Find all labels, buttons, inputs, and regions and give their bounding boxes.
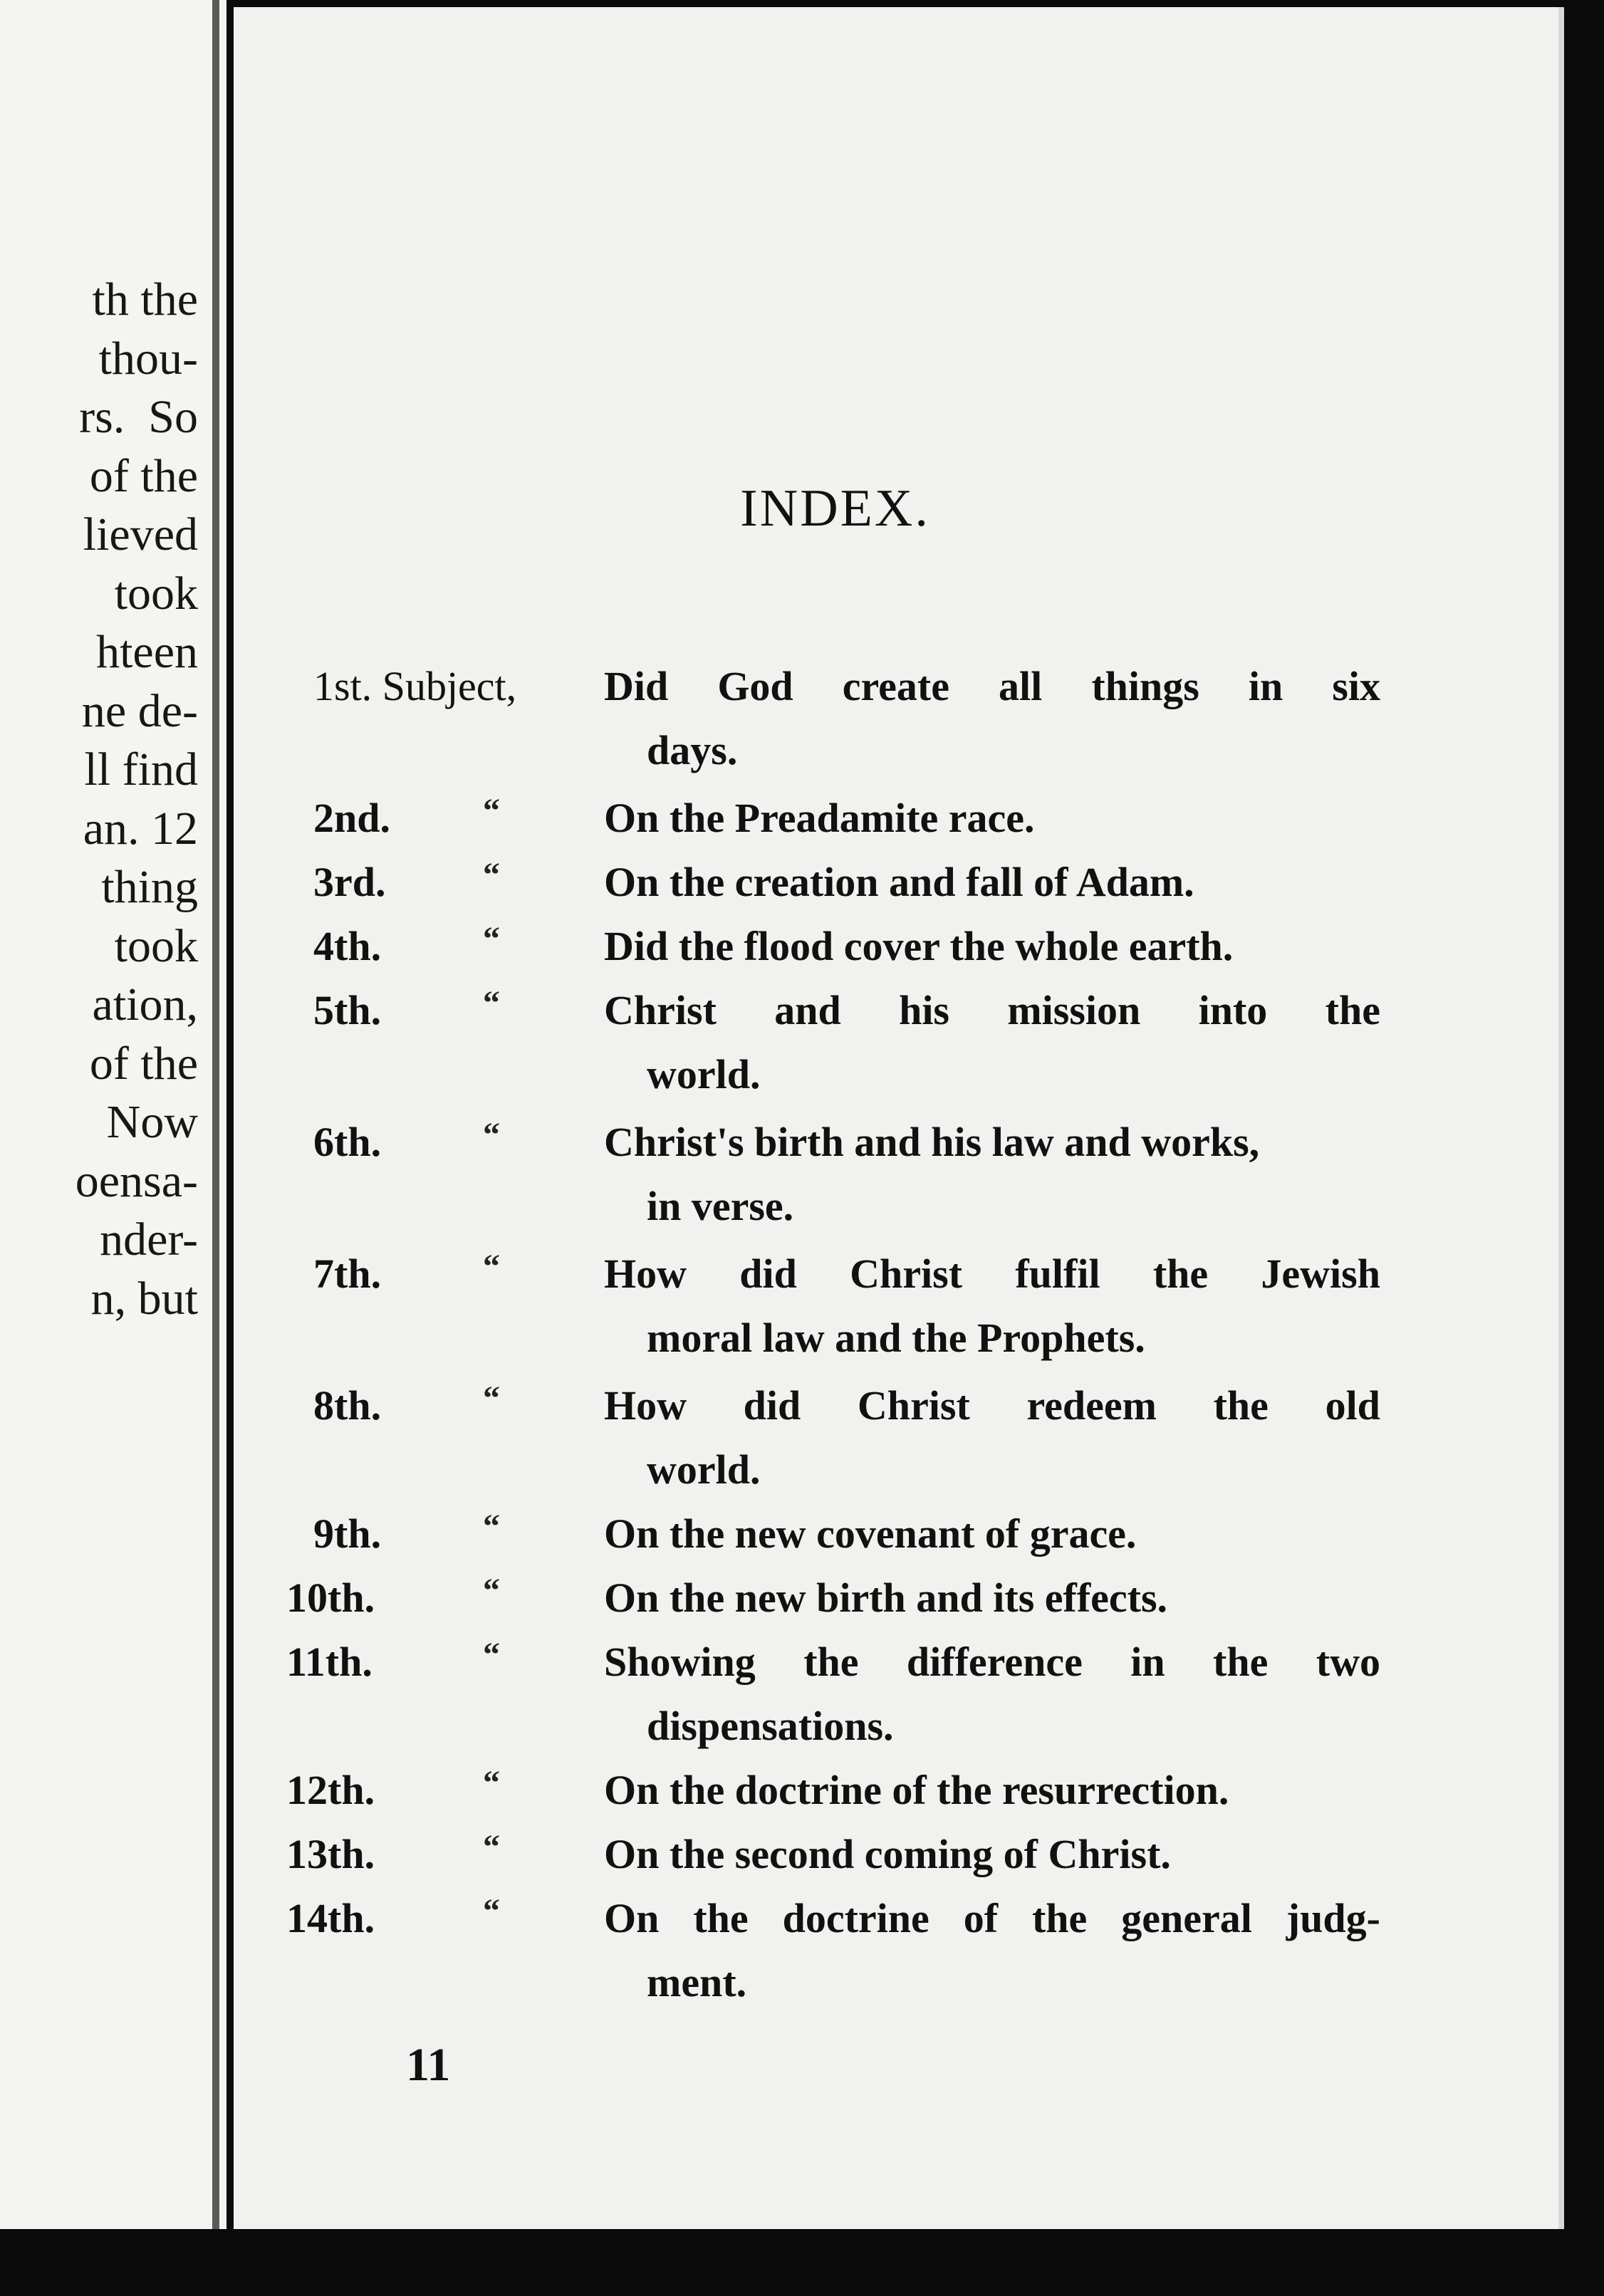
entry-number: 12th. bbox=[286, 1767, 375, 1813]
facing-page-line: ation, bbox=[92, 979, 198, 1030]
entry-number: 1st. Subject, bbox=[313, 663, 517, 709]
entry-subject bbox=[604, 1382, 1380, 1429]
ditto-mark: “ bbox=[483, 1248, 500, 1285]
facing-page-line: n, but bbox=[90, 1272, 198, 1325]
entry-subject-continuation: dispensations. bbox=[647, 1703, 894, 1749]
entry-subject-continuation: world. bbox=[647, 1051, 761, 1097]
ditto-mark: “ bbox=[483, 1764, 500, 1802]
entry-number: 13th. bbox=[286, 1831, 375, 1877]
entry-word: and bbox=[774, 987, 841, 1033]
entry-subject bbox=[604, 986, 1380, 1034]
entry-word: Jewish bbox=[1261, 1251, 1380, 1297]
entry-number: 7th. bbox=[313, 1251, 382, 1297]
entry-subject: On the new birth and its effects. bbox=[604, 1575, 1168, 1621]
entry-subject: On the second coming of Christ. bbox=[604, 1831, 1171, 1877]
facing-page-line: took bbox=[114, 567, 198, 620]
facing-page-line: Now bbox=[106, 1096, 198, 1148]
entry-word: in bbox=[1248, 663, 1283, 709]
entry-word: his bbox=[899, 987, 950, 1033]
entry-subject: Christ's birth and his law and works, bbox=[604, 1119, 1260, 1165]
entry-subject bbox=[604, 1250, 1380, 1298]
entry-subject bbox=[604, 1894, 1380, 1942]
facing-page-line: of the bbox=[89, 449, 198, 502]
entry-word: of bbox=[963, 1895, 999, 1941]
ditto-mark: “ bbox=[483, 1116, 500, 1154]
entry-word: the bbox=[1325, 987, 1380, 1033]
entry-subject-continuation: world. bbox=[647, 1446, 761, 1493]
entry-word: general bbox=[1121, 1895, 1252, 1941]
entry-word: six bbox=[1332, 663, 1380, 709]
entry-word: Christ bbox=[604, 987, 717, 1033]
ditto-mark: “ bbox=[483, 1572, 500, 1609]
entry-subject-continuation: ment. bbox=[647, 1959, 747, 2005]
entry-word: judg- bbox=[1286, 1895, 1380, 1941]
scan-border bbox=[0, 2229, 1604, 2296]
ditto-mark: “ bbox=[483, 792, 500, 830]
ditto-mark: “ bbox=[483, 856, 500, 894]
entry-subject: On the creation and fall of Adam. bbox=[604, 859, 1194, 905]
entry-number: 5th. bbox=[313, 987, 382, 1033]
entry-word: Showing bbox=[604, 1639, 756, 1685]
ditto-mark: “ bbox=[483, 1636, 500, 1674]
entry-subject: On the Preadamite race. bbox=[604, 795, 1035, 841]
facing-page-line: thing bbox=[101, 861, 198, 913]
entry-word: Did bbox=[604, 663, 669, 709]
facing-page-line: an. 12 bbox=[83, 802, 198, 855]
entry-number: 8th. bbox=[313, 1382, 382, 1429]
entry-word: fulfil bbox=[1015, 1251, 1100, 1297]
page-number: 11 bbox=[406, 2039, 451, 2091]
entry-word: Christ bbox=[857, 1382, 970, 1429]
entry-word: God bbox=[717, 663, 793, 709]
facing-page-line: rs. So bbox=[79, 391, 198, 443]
ditto-mark: “ bbox=[483, 1828, 500, 1866]
entry-subject: On the new covenant of grace. bbox=[604, 1510, 1137, 1557]
facing-page-text bbox=[75, 271, 198, 1328]
entry-subject-continuation: in verse. bbox=[647, 1183, 794, 1229]
facing-page-line: ne de- bbox=[81, 684, 198, 737]
ditto-mark: “ bbox=[483, 920, 500, 958]
entry-number: 14th. bbox=[286, 1895, 375, 1941]
facing-page bbox=[0, 0, 226, 2229]
entry-word: doctrine bbox=[782, 1895, 929, 1941]
page-title: INDEX. bbox=[740, 479, 930, 538]
entry-number: 11th. bbox=[286, 1639, 373, 1685]
entry-word: did bbox=[739, 1251, 797, 1297]
facing-page-line: th the bbox=[92, 273, 198, 325]
facing-page-line: oensa- bbox=[75, 1154, 198, 1207]
book-gutter bbox=[212, 0, 219, 2229]
entry-word: the bbox=[1213, 1382, 1269, 1429]
entry-word: the bbox=[1213, 1639, 1269, 1685]
entry-word: the bbox=[1031, 1895, 1088, 1941]
entry-word: two bbox=[1316, 1639, 1380, 1685]
entry-subject: On the doctrine of the resurrection. bbox=[604, 1767, 1229, 1813]
entry-subject-continuation: days. bbox=[647, 727, 738, 773]
entry-word: the bbox=[803, 1639, 859, 1685]
entry-subject-continuation: moral law and the Prophets. bbox=[647, 1315, 1145, 1361]
ditto-mark: “ bbox=[483, 1508, 500, 1545]
entry-word: redeem bbox=[1026, 1382, 1157, 1429]
facing-page-line: took bbox=[114, 919, 198, 972]
facing-page-line: ll find bbox=[84, 743, 198, 795]
facing-page-line: lieved bbox=[83, 508, 198, 560]
entry-number: 2nd. bbox=[313, 795, 391, 841]
facing-page-line: nder- bbox=[100, 1214, 198, 1266]
entry-subject bbox=[604, 662, 1380, 710]
entry-word: create bbox=[842, 663, 949, 709]
entry-word: the bbox=[693, 1895, 749, 1941]
entry-word: things bbox=[1091, 663, 1199, 709]
entry-subject: Did the flood cover the whole earth. bbox=[604, 923, 1234, 969]
facing-page-line: of the bbox=[89, 1037, 198, 1090]
entry-word: On bbox=[604, 1895, 660, 1941]
entry-subject bbox=[604, 1638, 1380, 1686]
entry-number: 9th. bbox=[313, 1510, 382, 1557]
entry-number: 4th. bbox=[313, 923, 382, 969]
entry-word: did bbox=[743, 1382, 801, 1429]
entry-word: difference bbox=[906, 1639, 1083, 1685]
entry-number: 10th. bbox=[286, 1575, 375, 1621]
entry-word: old bbox=[1325, 1382, 1380, 1429]
entry-word: in bbox=[1130, 1639, 1165, 1685]
entry-word: How bbox=[604, 1382, 687, 1429]
entry-number: 6th. bbox=[313, 1119, 382, 1165]
ditto-mark: “ bbox=[483, 1379, 500, 1417]
facing-page-line: hteen bbox=[96, 626, 198, 678]
entry-word: into bbox=[1198, 987, 1268, 1033]
entry-word: Christ bbox=[850, 1251, 963, 1297]
facing-page-line: thou- bbox=[98, 332, 198, 385]
entry-word: How bbox=[604, 1251, 687, 1297]
entry-word: the bbox=[1152, 1251, 1209, 1297]
entry-word: all bbox=[999, 663, 1043, 709]
ditto-mark: “ bbox=[483, 1892, 500, 1930]
entry-number: 3rd. bbox=[313, 859, 386, 905]
ditto-mark: “ bbox=[483, 984, 500, 1022]
entry-word: mission bbox=[1007, 987, 1141, 1033]
